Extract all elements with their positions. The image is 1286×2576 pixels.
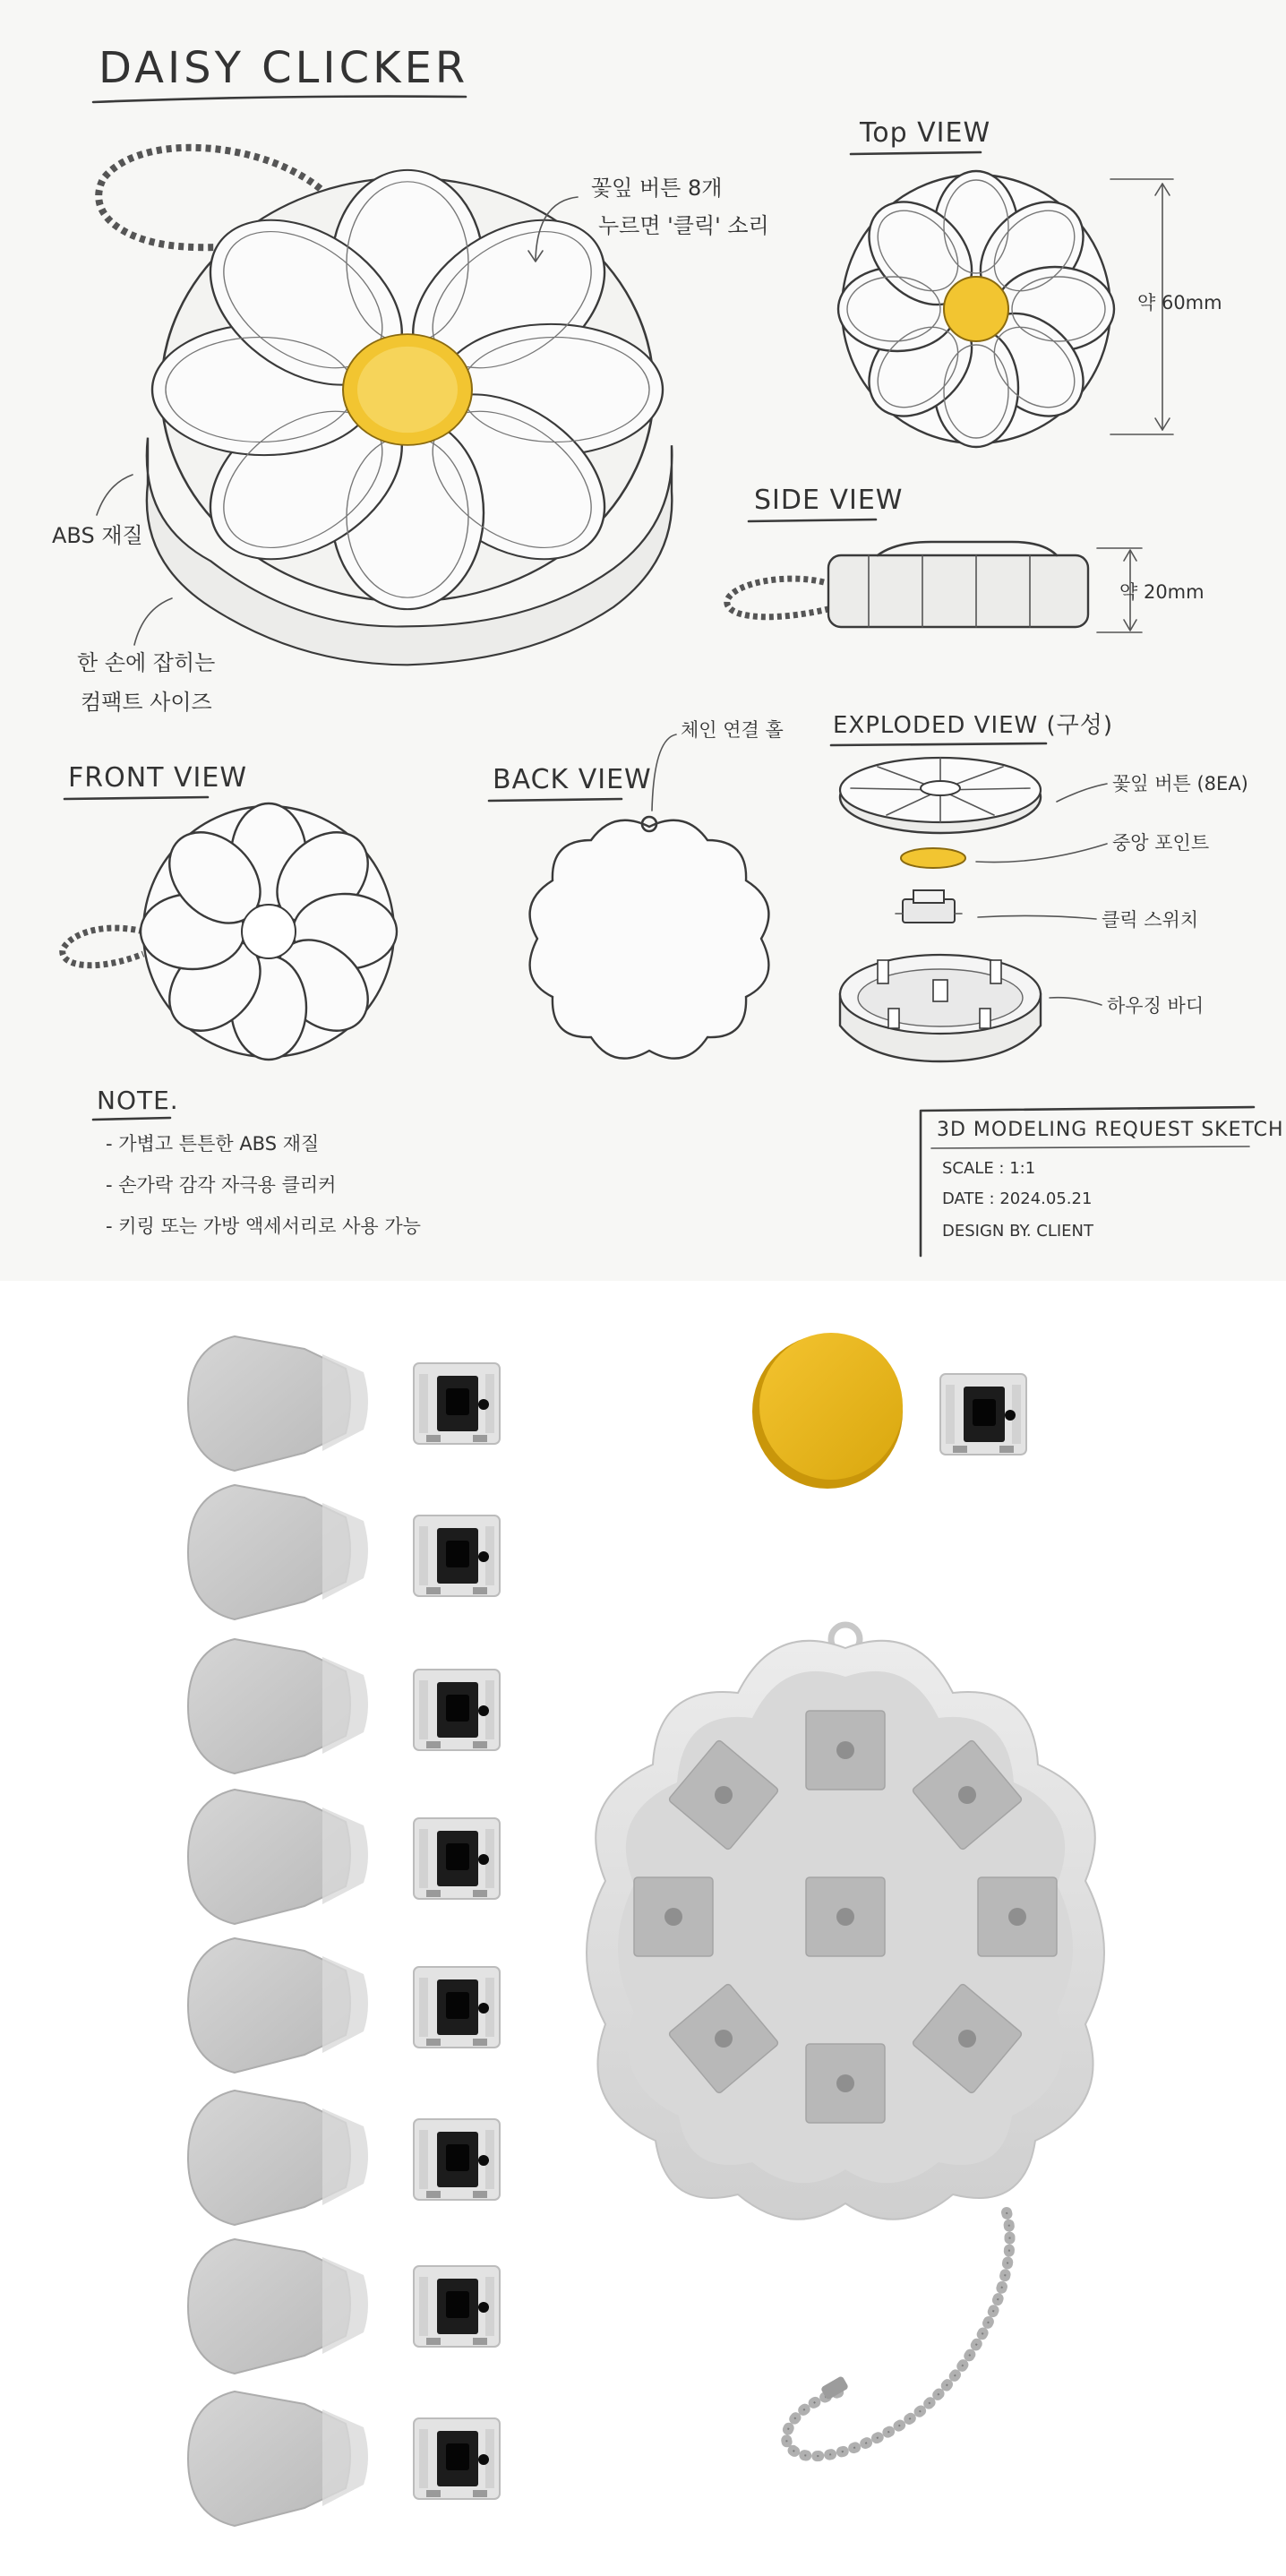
back-view-title: BACK VIEW xyxy=(493,764,652,795)
back-view xyxy=(489,719,784,1059)
mechanical-switch xyxy=(414,1967,500,2048)
petal-parts-column xyxy=(188,1336,368,2526)
note-item: - 키링 또는 가방 액세서리로 사용 가능 xyxy=(106,1215,421,1237)
sketch-canvas xyxy=(0,0,1286,1281)
title-block-date: DATE : 2024.05.21 xyxy=(942,1189,1093,1208)
petal-part xyxy=(188,1639,368,1773)
side-chain-icon xyxy=(727,579,828,617)
concept-sketch-sheet xyxy=(0,0,1286,1281)
callout-compact-size xyxy=(77,598,215,715)
callout-petal-buttons-line2: 누르면 '클릭' 소리 xyxy=(598,213,769,238)
exploded-label-housing: 하우징 바디 xyxy=(1107,995,1205,1017)
callout-abs-material-label: ABS 재질 xyxy=(52,523,143,548)
mechanical-switch xyxy=(414,2418,500,2499)
diameter-label: 약 60mm xyxy=(1137,292,1222,313)
yellow-center-cap xyxy=(752,1333,903,1489)
exploded-view-title: EXPLODED VIEW (구성) xyxy=(833,712,1114,739)
exploded-center-point xyxy=(901,848,965,868)
callout-arrow xyxy=(97,475,133,515)
petal-part xyxy=(188,2091,368,2225)
mechanical-switch xyxy=(414,1818,500,1899)
petal-part xyxy=(188,2391,368,2526)
petal-part xyxy=(188,2239,368,2374)
petal-part xyxy=(188,1938,368,2073)
front-view-title: FRONT VIEW xyxy=(68,762,248,794)
bead-chain xyxy=(786,2212,1009,2456)
center-switch xyxy=(940,1374,1026,1455)
front-chain-icon xyxy=(63,928,143,966)
title-block-heading: 3D MODELING REQUEST SKETCH xyxy=(937,1119,1284,1141)
mechanical-switch xyxy=(414,2266,500,2347)
callout-chain-hole: 체인 연결 홀 xyxy=(681,719,784,741)
mechanical-switch xyxy=(414,1363,500,1444)
title-block-designer: DESIGN BY. CLIENT xyxy=(942,1222,1093,1241)
petal-part xyxy=(188,1485,368,1619)
top-view xyxy=(838,117,1222,447)
mechanical-switch xyxy=(414,2119,500,2200)
top-view-title: Top VIEW xyxy=(860,117,991,149)
callout-petal-buttons-line1: 꽃잎 버튼 8개 xyxy=(591,176,723,201)
note-heading: NOTE. xyxy=(97,1086,179,1115)
title-underline xyxy=(93,97,466,102)
exploded-housing xyxy=(840,955,1041,1061)
housing-body xyxy=(587,1625,1104,2220)
exploded-label-petals: 꽃잎 버튼 (8EA) xyxy=(1112,773,1248,794)
note-item: - 손가락 감각 자극용 클리커 xyxy=(106,1174,337,1196)
side-view-title: SIDE VIEW xyxy=(754,485,904,516)
petal-part xyxy=(188,1790,368,1924)
callout-compact-line1: 한 손에 잡히는 xyxy=(77,650,216,675)
note-item: - 가볍고 튼튼한 ABS 재질 xyxy=(106,1133,320,1155)
callout-arrow xyxy=(134,598,172,645)
callout-abs-material xyxy=(52,475,143,548)
render-parts-sheet xyxy=(0,1281,1286,2572)
hero-daisy-keychain xyxy=(99,148,672,665)
petal-part xyxy=(188,1336,368,1471)
switch-column xyxy=(414,1363,500,2499)
side-view xyxy=(727,485,1205,632)
exploded-petal-ring xyxy=(840,758,1041,833)
exploded-label-center: 중앙 포인트 xyxy=(1112,832,1210,854)
mechanical-switch xyxy=(414,1516,500,1596)
sheet-title: DAISY CLICKER xyxy=(99,43,469,93)
exploded-view xyxy=(831,712,1248,1061)
mechanical-switch xyxy=(414,1670,500,1750)
note-block xyxy=(93,1086,421,1237)
front-view xyxy=(63,762,397,1060)
height-label: 약 20mm xyxy=(1119,581,1205,603)
exploded-switch xyxy=(896,890,962,923)
render-canvas xyxy=(0,1281,1286,2572)
title-block-scale: SCALE : 1:1 xyxy=(942,1159,1036,1178)
callout-compact-line2: 컴팩트 사이즈 xyxy=(81,690,212,715)
title-block xyxy=(921,1107,1284,1256)
exploded-label-switch: 클릭 스위치 xyxy=(1102,909,1199,931)
